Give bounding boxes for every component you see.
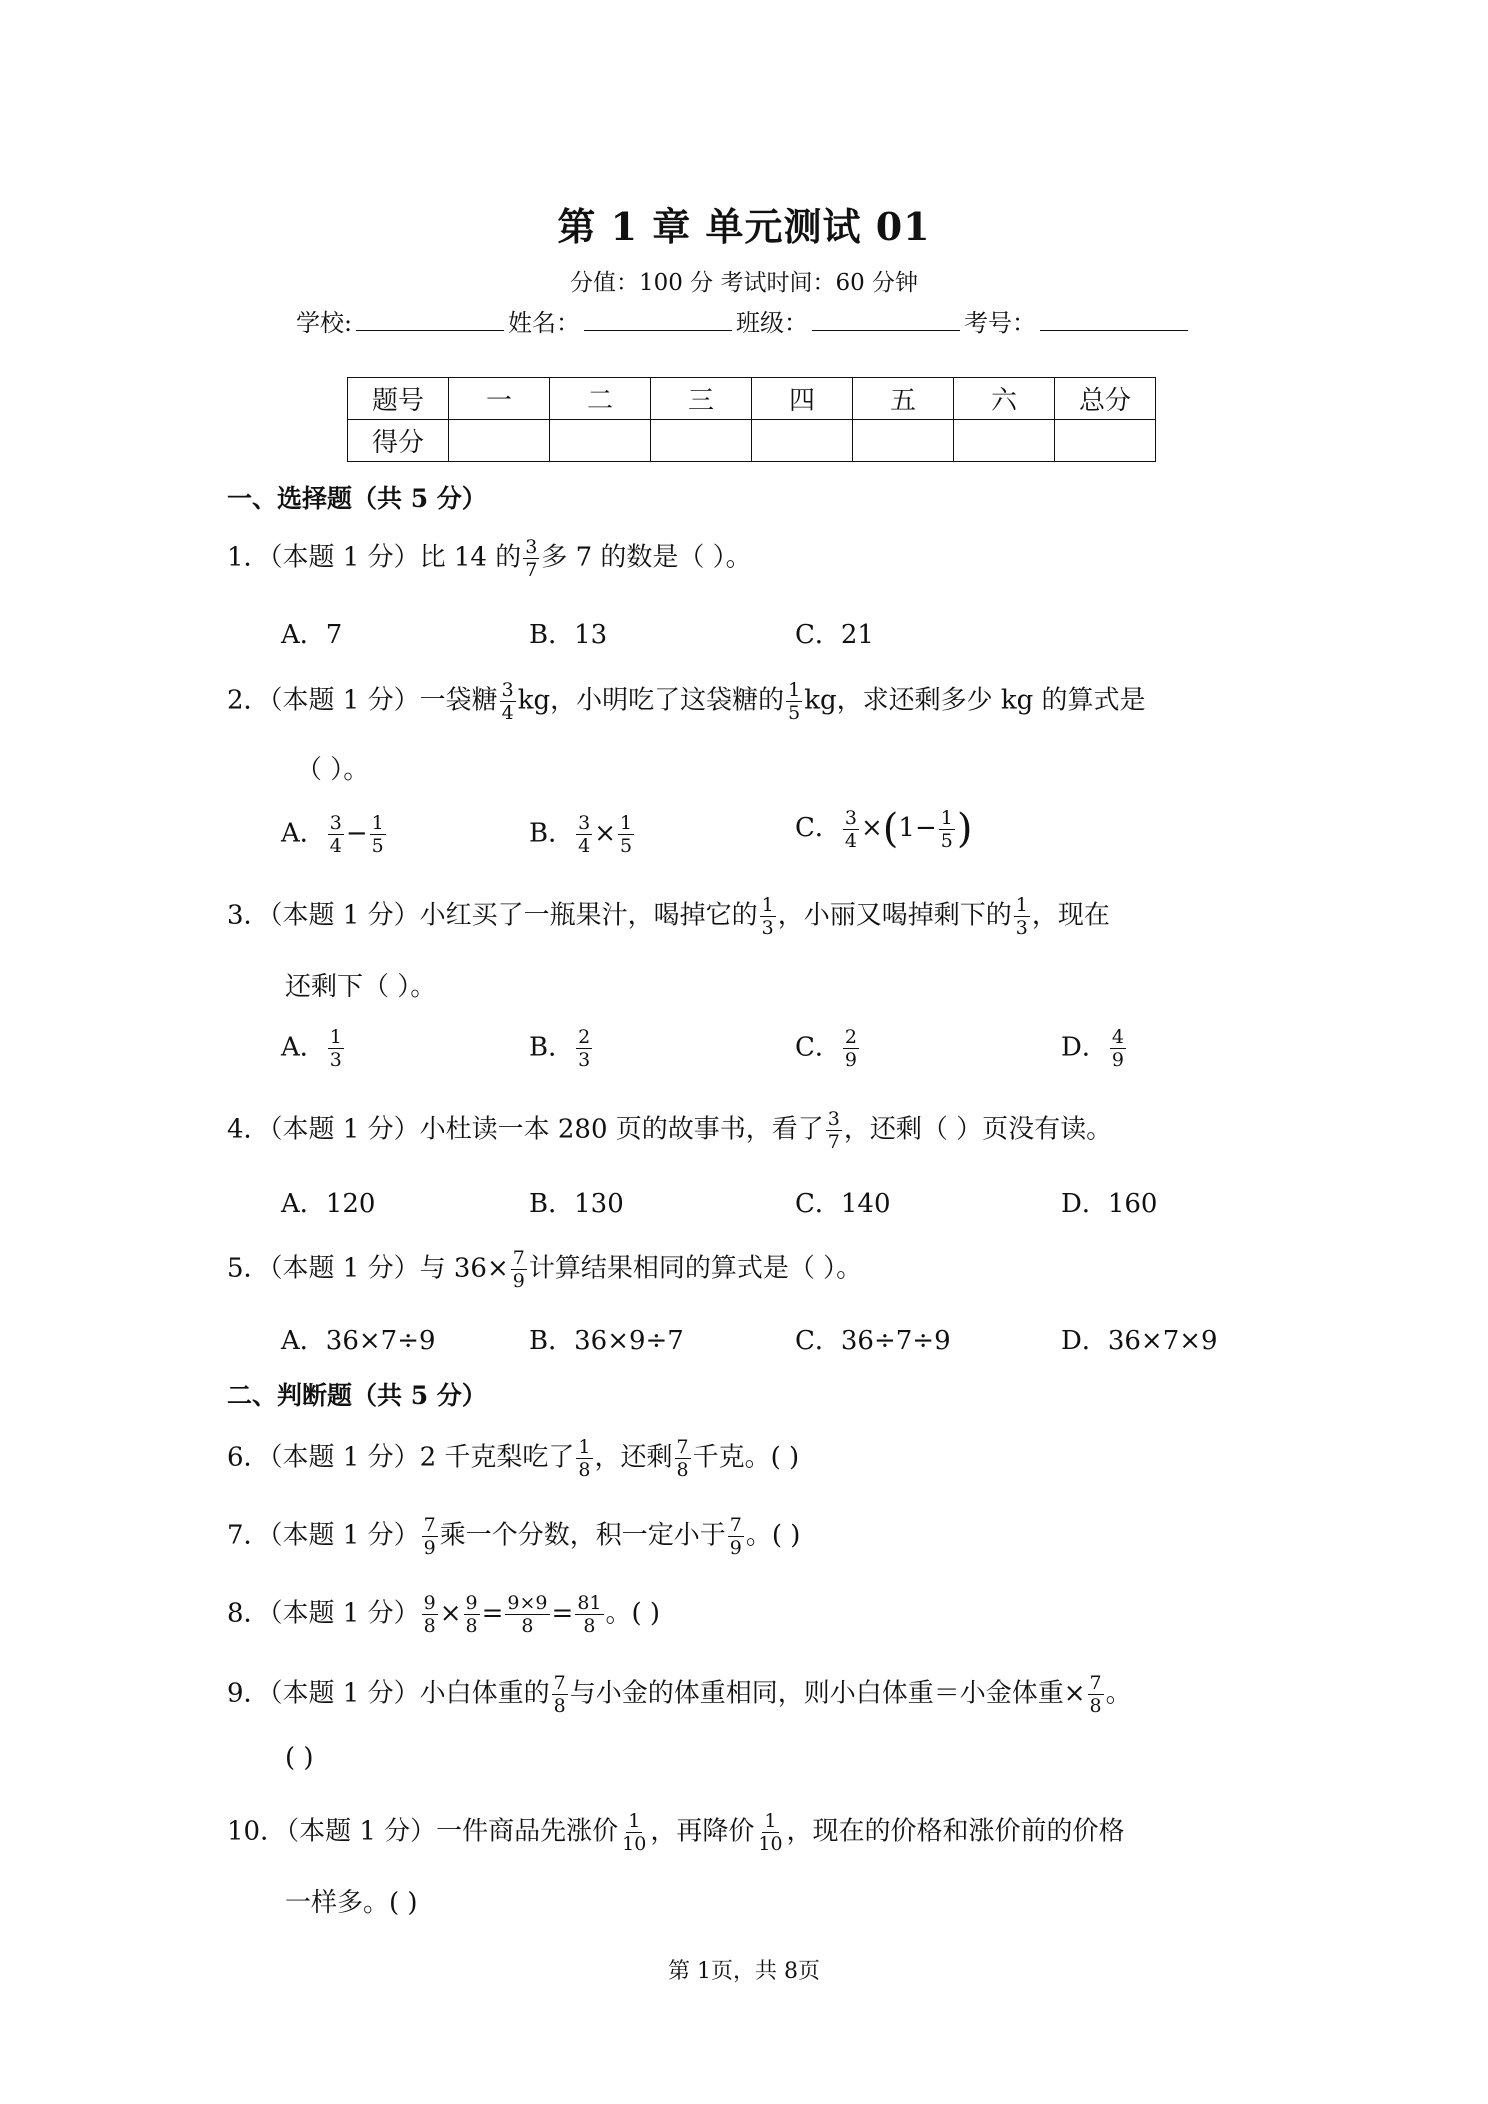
option-label: C． [795, 813, 841, 843]
denominator: 3 [578, 1049, 591, 1071]
q4-option-a[interactable]: A．120 [281, 1189, 376, 1219]
denominator: 3 [329, 1049, 342, 1071]
q1-text: 1．（本题 1 分）比 14 的 [227, 542, 522, 573]
numerator: 3 [827, 1108, 840, 1130]
question-7 [227, 1514, 800, 1559]
denominator: 7 [525, 559, 538, 581]
q5-option-a[interactable]: A．36×7÷9 [281, 1326, 436, 1356]
q3-text: 3．（本题 1 分）小红买了一瓶果汁，喝掉它的 [227, 900, 758, 931]
denominator: 8 [521, 1615, 534, 1637]
denominator: 8 [578, 1459, 591, 1481]
left-paren: ( [882, 806, 899, 852]
fraction [576, 812, 592, 857]
numerator: 9×9 [507, 1592, 548, 1614]
q7-text-mid: 乘一个分数，积一定小于 [439, 1520, 726, 1551]
numerator: 3 [525, 536, 538, 558]
q1-option-b[interactable]: B．13 [529, 620, 608, 650]
score-table-header-row [348, 378, 1156, 420]
question-1 [227, 536, 752, 581]
operator: − [345, 818, 368, 849]
denominator: 5 [620, 835, 633, 857]
school-label: 学校: [295, 309, 353, 337]
q2-fraction [786, 679, 802, 724]
q6-text: 6．（本题 1 分）2 千克梨吃了 [227, 1442, 575, 1473]
numerator: 1 [578, 1436, 591, 1458]
question-10 [227, 1810, 1125, 1855]
q1-option-c[interactable]: C．21 [795, 620, 874, 650]
q3-option-a[interactable] [281, 1026, 346, 1071]
q8-fraction [575, 1592, 603, 1637]
denominator: 9 [729, 1537, 742, 1559]
denominator: 8 [583, 1615, 596, 1637]
q5-text-end: 计算结果相同的算式是（ ）。 [528, 1253, 863, 1284]
q3-continuation: 还剩下（ ）。 [285, 972, 437, 1002]
q9-text-mid: 与小金的体重相同，则小白体重＝小金体重× [569, 1678, 1086, 1709]
numerator: 4 [1111, 1026, 1124, 1048]
table-cell: 三 [651, 378, 752, 420]
q2-text: 2．（本题 1 分）一袋糖 [227, 685, 498, 716]
q7-text-end: 。( ) [745, 1520, 801, 1551]
q10-text-mid: ，再降价 [650, 1816, 755, 1847]
numerator: 1 [628, 1810, 641, 1832]
denominator: 4 [844, 829, 857, 852]
class-label: 班级： [736, 309, 809, 337]
denominator: 9 [512, 1270, 525, 1292]
q2-option-c[interactable] [795, 806, 972, 852]
option-label: B． [529, 818, 575, 849]
numerator: 1 [761, 894, 774, 916]
score-cell[interactable] [1055, 420, 1156, 462]
score-cell[interactable] [550, 420, 651, 462]
question-2 [227, 679, 1146, 724]
q9-continuation: ( ) [285, 1743, 314, 1773]
numerator: 3 [844, 806, 857, 829]
numerator: 7 [729, 1514, 742, 1536]
numerator: 3 [329, 812, 342, 834]
table-cell: 总分 [1055, 378, 1156, 420]
numerator: 3 [578, 812, 591, 834]
q5-text: 5．（本题 1 分）与 36× [227, 1253, 509, 1284]
q3-fraction [760, 894, 776, 939]
question-5 [227, 1247, 862, 1292]
denominator: 3 [1015, 917, 1028, 939]
question-9 [227, 1672, 1132, 1717]
numerator: 7 [676, 1436, 689, 1458]
denominator: 4 [578, 835, 591, 857]
q9-fraction [1088, 1672, 1104, 1717]
option-label: B． [529, 1032, 575, 1063]
numerator: 9 [465, 1592, 478, 1614]
q2-text-mid: kg，小明吃了这袋糖的 [517, 685, 785, 716]
score-cell[interactable] [651, 420, 752, 462]
q6-fraction [576, 1436, 592, 1481]
q10-text-end: ，现在的价格和涨价前的价格 [786, 1816, 1125, 1847]
q7-fraction [728, 1514, 744, 1559]
q4-text: 4．（本题 1 分）小杜读一本 280 页的故事书，看了 [227, 1114, 824, 1145]
q8-fraction [422, 1592, 438, 1637]
fraction [843, 807, 859, 852]
question-4 [227, 1108, 1112, 1153]
score-cell[interactable] [449, 420, 550, 462]
school-blank[interactable] [356, 308, 504, 331]
denominator: 8 [553, 1695, 566, 1717]
score-table-score-row [348, 420, 1156, 462]
q2-option-b[interactable] [529, 812, 636, 857]
table-cell: 四 [752, 378, 853, 420]
denominator: 9 [1111, 1049, 1124, 1071]
denominator: 8 [1089, 1695, 1102, 1717]
q10-fraction [756, 1810, 784, 1855]
numerator: 2 [844, 1026, 857, 1048]
fraction [843, 1026, 859, 1071]
question-8 [227, 1592, 660, 1637]
table-cell: 题号 [348, 378, 449, 420]
numerator: 1 [764, 1810, 777, 1832]
operator: × [861, 813, 883, 843]
operator: × [594, 818, 616, 849]
denominator: 8 [423, 1615, 436, 1637]
name-blank[interactable] [584, 308, 732, 331]
q3-option-b[interactable] [529, 1026, 594, 1071]
name-label: 姓名： [508, 309, 581, 337]
numerator: 2 [578, 1026, 591, 1048]
right-paren: ) [956, 806, 973, 852]
numerator: 1 [329, 1026, 342, 1048]
q4-option-d[interactable]: D．160 [1061, 1189, 1158, 1219]
q2-text-end: kg，求还剩多少 kg 的算式是 [804, 685, 1146, 716]
denominator: 10 [622, 1833, 647, 1855]
q4-fraction [826, 1108, 842, 1153]
numerator: 81 [577, 1592, 602, 1614]
q10-text: 10．（本题 1 分）一件商品先涨价 [227, 1816, 619, 1847]
q3-text-mid: ，小丽又喝掉剩下的 [777, 900, 1012, 931]
numerator: 1 [371, 812, 384, 834]
score-cell[interactable] [954, 420, 1055, 462]
q10-continuation: 一样多。( ) [285, 1888, 418, 1918]
q2-fraction [500, 679, 516, 724]
q8-text: 8．（本题 1 分） [227, 1598, 420, 1629]
score-cell[interactable] [853, 420, 954, 462]
q4-option-b[interactable]: B．130 [529, 1189, 624, 1219]
q9-text-end: 。 [1105, 1678, 1132, 1709]
q5-option-c[interactable]: C．36÷7÷9 [795, 1326, 951, 1356]
exam-number-blank[interactable] [1040, 308, 1188, 331]
table-cell: 一 [449, 378, 550, 420]
q5-fraction [511, 1247, 527, 1292]
q8-fraction [464, 1592, 480, 1637]
q8-fraction [505, 1592, 549, 1637]
numerator: 1 [620, 812, 633, 834]
section-heading-judgement: 二、判断题（共 5 分） [227, 1381, 487, 1410]
q3-option-d[interactable] [1061, 1026, 1128, 1071]
table-cell: 五 [853, 378, 954, 420]
page-footer: 第 1页，共 8页 [668, 1959, 820, 1984]
q3-text-end: ，现在 [1031, 900, 1110, 931]
class-blank[interactable] [812, 308, 960, 331]
student-info-line [0, 303, 1488, 338]
question-6 [227, 1436, 799, 1481]
option-label: C． [795, 1032, 841, 1063]
equals-sign: = [551, 1598, 574, 1629]
numerator: 7 [423, 1514, 436, 1536]
denominator: 5 [788, 702, 801, 724]
denominator: 9 [844, 1049, 857, 1071]
denominator: 7 [827, 1131, 840, 1153]
denominator: 8 [676, 1459, 689, 1481]
denominator: 9 [423, 1537, 436, 1559]
section-heading-choice: 一、选择题（共 5 分） [227, 484, 487, 513]
numerator: 7 [1089, 1672, 1102, 1694]
numerator: 7 [512, 1247, 525, 1269]
table-cell: 六 [954, 378, 1055, 420]
fraction [370, 812, 386, 857]
fraction [328, 1026, 344, 1071]
q4-option-c[interactable]: C．140 [795, 1189, 891, 1219]
equals-sign: = [481, 1598, 504, 1629]
q2-continuation: （ ）。 [296, 755, 370, 785]
question-3 [227, 894, 1110, 939]
numerator: 1 [788, 679, 801, 701]
fraction [328, 812, 344, 857]
q2-option-a[interactable] [281, 812, 388, 857]
numerator: 7 [553, 1672, 566, 1694]
denominator: 4 [501, 702, 514, 724]
q6-text-mid: ，还剩 [594, 1442, 673, 1473]
denominator: 8 [465, 1615, 478, 1637]
q6-fraction [675, 1436, 691, 1481]
denominator: 5 [940, 829, 953, 852]
fraction [1110, 1026, 1126, 1071]
q5-option-d[interactable]: D．36×7×9 [1061, 1326, 1218, 1356]
table-cell: 得分 [348, 420, 449, 462]
q1-option-a[interactable]: A．7 [281, 620, 343, 650]
q9-text: 9．（本题 1 分）小白体重的 [227, 1678, 550, 1709]
score-table [347, 377, 1156, 462]
q5-option-b[interactable]: B．36×9÷7 [529, 1326, 684, 1356]
q4-text-end: ，还剩（ ）页没有读。 [843, 1114, 1113, 1145]
page-title: 第 1 章 单元测试 01 [557, 204, 931, 249]
inner-expression: 1− [898, 813, 937, 843]
q1-fraction [523, 536, 539, 581]
q1-text-end: 多 7 的数是（ ）。 [541, 542, 752, 573]
q6-text-end: 千克。( ) [692, 1442, 800, 1473]
denominator: 5 [371, 835, 384, 857]
q9-fraction [552, 1672, 568, 1717]
exam-number-label: 考号： [964, 309, 1037, 337]
exam-meta: 分值：100 分 考试时间：60 分钟 [569, 270, 919, 296]
denominator: 4 [329, 835, 342, 857]
numerator: 1 [940, 806, 953, 829]
option-label: A． [281, 1032, 326, 1063]
option-label: A． [281, 818, 326, 849]
numerator: 9 [423, 1592, 436, 1614]
denominator: 3 [761, 917, 774, 939]
score-cell[interactable] [752, 420, 853, 462]
fraction [939, 807, 955, 852]
q3-option-c[interactable] [795, 1026, 861, 1071]
q8-text-end: 。( ) [605, 1598, 661, 1629]
numerator: 1 [1015, 894, 1028, 916]
numerator: 3 [501, 679, 514, 701]
denominator: 10 [758, 1833, 783, 1855]
fraction [618, 812, 634, 857]
q10-fraction [620, 1810, 648, 1855]
fraction [576, 1026, 592, 1071]
q7-fraction [422, 1514, 438, 1559]
operator: × [439, 1598, 462, 1629]
q3-fraction [1014, 894, 1030, 939]
option-label: D． [1061, 1032, 1108, 1063]
table-cell: 二 [550, 378, 651, 420]
q7-text: 7．（本题 1 分） [227, 1520, 420, 1551]
